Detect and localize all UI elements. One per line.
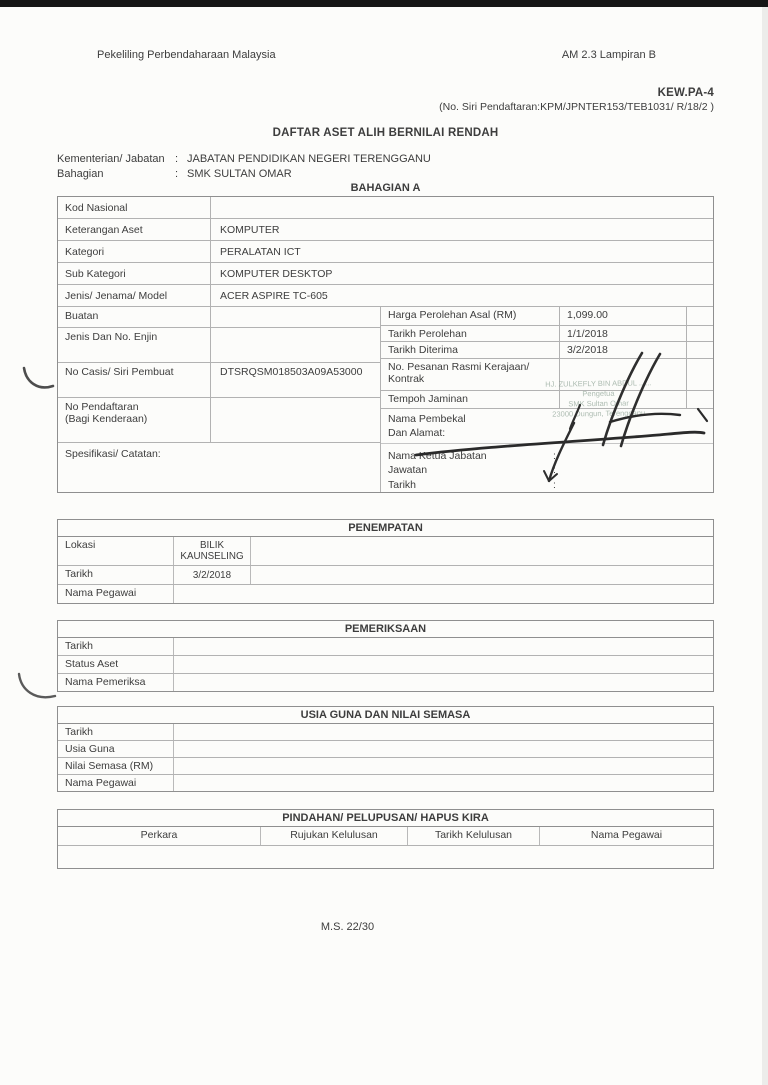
table-row — [58, 197, 713, 219]
document-title: DAFTAR ASET ALIH BERNILAI RENDAH — [272, 127, 499, 139]
empty-cell — [251, 537, 328, 565]
penempatan-section — [57, 519, 714, 604]
scan-top-edge — [0, 0, 768, 7]
empty-cell — [444, 741, 534, 757]
row-label: Harga Perolehan Asal (RM) — [381, 307, 560, 325]
empty-cell — [261, 846, 408, 868]
empty-cell — [636, 566, 713, 584]
colon: : — [175, 168, 179, 180]
row-label: Jawatan — [388, 464, 428, 477]
empty-cell — [174, 741, 264, 757]
empty-cell — [264, 775, 354, 791]
row-label: Kategori — [58, 241, 211, 262]
empty-cell — [405, 638, 482, 655]
table-row — [58, 363, 380, 398]
row-label: Tarikh — [388, 478, 417, 491]
row-label: Tarikh — [58, 638, 174, 655]
form-code: KEW.PA-4 — [657, 87, 714, 99]
empty-cell — [533, 741, 623, 757]
row-value: 1/1/2018 — [560, 326, 687, 341]
row-label: Jenis/ Jenama/ Model — [58, 285, 211, 306]
empty-cell — [405, 566, 482, 584]
right-subtable — [380, 307, 713, 492]
table-row — [58, 285, 713, 307]
empty-cell — [559, 674, 636, 691]
table-row — [58, 537, 713, 566]
empty-cell — [328, 585, 405, 603]
table-row — [381, 326, 713, 342]
table-header-row — [58, 827, 713, 846]
table-row — [381, 307, 713, 326]
empty-cell — [251, 585, 328, 603]
form-page — [0, 7, 768, 1085]
row-label: Usia Guna — [58, 741, 174, 757]
empty-cell — [559, 566, 636, 584]
row-value: KOMPUTER DESKTOP — [220, 267, 333, 280]
official-stamp — [501, 378, 697, 421]
meta-row-bahagian — [57, 167, 714, 182]
row-label: Nilai Semasa (RM) — [58, 758, 174, 774]
kementerian-label: Kementerian/ Jabatan — [57, 153, 165, 165]
header-right-text: AM 2.3 Lampiran B — [561, 49, 656, 61]
row-label: Tarikh — [58, 566, 174, 584]
bahagian-a-table — [57, 196, 714, 493]
ketua-block — [381, 444, 713, 493]
empty-cell — [405, 674, 482, 691]
kementerian-value: JABATAN PENDIDIKAN NEGERI TERENGGANU — [187, 153, 431, 165]
row-label — [58, 398, 211, 442]
row-value: 3/2/2018 — [174, 566, 251, 584]
empty-cell — [636, 638, 713, 655]
table-row — [58, 585, 713, 603]
table-row — [388, 478, 713, 493]
row-label-line2: (Bagi Kenderaan) — [65, 413, 148, 425]
bahagian-label: Bahagian — [57, 168, 104, 180]
empty-cell — [328, 674, 405, 691]
row-label: Nama Pegawai — [58, 775, 174, 791]
table-row — [58, 398, 380, 443]
row-value — [211, 398, 380, 442]
colon: : — [175, 153, 179, 165]
stamp-line: 23000 Dungun, Terengganu — [552, 408, 646, 419]
usia-guna-section — [57, 706, 714, 792]
table-row — [58, 724, 713, 741]
table-row — [58, 656, 713, 674]
stamp-line: SMK Sultan Omar — [568, 398, 629, 409]
row-label: Tarikh — [58, 724, 174, 740]
row-label: Nama Ketua Jabatan — [388, 449, 487, 462]
empty-cell — [482, 674, 559, 691]
empty-cell — [251, 638, 328, 655]
empty-cell — [623, 724, 713, 740]
page-number: M.S. 22/30 — [320, 921, 375, 933]
empty-cell — [328, 566, 405, 584]
empty-cell — [328, 537, 405, 565]
colon: : — [553, 464, 556, 477]
empty-cell — [533, 758, 623, 774]
spacer-cell — [687, 326, 713, 341]
row-label: Tarikh Diterima — [381, 342, 560, 357]
empty-cell — [174, 775, 264, 791]
left-subtable — [58, 307, 380, 492]
empty-cell — [623, 758, 713, 774]
pembekal-line1: Nama Pembekal — [388, 412, 466, 425]
stamp-line: Pengetua — [582, 388, 615, 399]
empty-cell — [623, 775, 713, 791]
empty-cell — [174, 585, 251, 603]
row-value — [211, 328, 380, 362]
row-label: Buatan — [58, 307, 211, 327]
empty-cell — [174, 656, 251, 673]
empty-cell — [408, 846, 540, 868]
page-header — [57, 7, 714, 61]
row-value: 3/2/2018 — [560, 342, 687, 357]
empty-cell — [354, 741, 444, 757]
empty-cell — [540, 846, 713, 868]
table-row — [58, 741, 713, 758]
row-label: Tarikh Perolehan — [381, 326, 560, 341]
spacer-cell — [687, 307, 713, 325]
empty-cell — [405, 585, 482, 603]
empty-cell — [444, 758, 534, 774]
spacer-cell — [687, 342, 713, 357]
section-title: PENEMPATAN — [58, 520, 713, 537]
pemeriksaan-section — [57, 620, 714, 692]
column-header: Tarikh Kelulusan — [408, 827, 540, 845]
row-label: Nama Pemeriksa — [58, 674, 174, 691]
empty-cell — [264, 758, 354, 774]
table-row — [381, 342, 713, 358]
meta-row-kementerian — [57, 152, 714, 167]
table-row — [58, 219, 713, 241]
header-left-text: Pekeliling Perbendaharaan Malaysia — [97, 49, 276, 61]
empty-cell — [559, 537, 636, 565]
column-header: Perkara — [58, 827, 261, 845]
row-label: No Casis/ Siri Pembuat — [58, 363, 211, 397]
table-row — [58, 674, 713, 691]
empty-cell — [533, 724, 623, 740]
row-value: ACER ASPIRE TC-605 — [220, 289, 328, 302]
empty-cell — [559, 638, 636, 655]
row-label-line1: No Pendaftaran — [65, 401, 139, 413]
empty-cell — [174, 724, 264, 740]
table-row — [58, 307, 380, 328]
meta-block — [57, 152, 714, 182]
row-label: Nama Pegawai — [58, 585, 174, 603]
table-row — [58, 263, 713, 285]
empty-cell — [354, 724, 444, 740]
empty-cell — [174, 638, 251, 655]
pen-mark-left-upper — [18, 360, 58, 396]
empty-cell — [328, 656, 405, 673]
empty-cell — [405, 537, 482, 565]
row-value: PERALATAN ICT — [220, 245, 301, 258]
table-row — [58, 758, 713, 775]
empty-cell — [636, 537, 713, 565]
empty-cell — [636, 674, 713, 691]
pindahan-section — [57, 809, 714, 869]
section-title: USIA GUNA DAN NILAI SEMASA — [58, 707, 713, 724]
empty-cell — [636, 585, 713, 603]
empty-cell — [533, 775, 623, 791]
empty-cell — [482, 585, 559, 603]
pen-mark-left-lower — [14, 668, 60, 706]
pembekal-line2: Dan Alamat: — [388, 426, 446, 439]
row-label: Status Aset — [58, 656, 174, 673]
row-value: KOMPUTER — [220, 223, 280, 236]
empty-cell — [251, 674, 328, 691]
empty-cell — [354, 775, 444, 791]
bahagian-value: SMK SULTAN OMAR — [187, 168, 292, 180]
empty-cell — [405, 656, 482, 673]
empty-cell — [559, 585, 636, 603]
empty-cell — [174, 758, 264, 774]
table-row — [388, 449, 713, 464]
spesifikasi-cell: Spesifikasi/ Catatan: — [65, 448, 161, 460]
row-label: Tempoh Jaminan — [381, 391, 560, 408]
row-label: Keterangan Aset — [58, 219, 211, 240]
table-row — [58, 328, 380, 363]
empty-cell — [251, 566, 328, 584]
row-value: 1,099.00 — [560, 307, 687, 325]
empty-cell — [482, 537, 559, 565]
row-label: No. Pesanan Rasmi Kerajaan/ Kontrak — [381, 359, 560, 390]
row-label: Kod Nasional — [58, 197, 211, 218]
row-label: Jenis Dan No. Enjin — [58, 328, 211, 362]
bahagian-a-split — [58, 307, 713, 492]
row-value: BILIK KAUNSELING — [174, 537, 251, 565]
section-title: PINDAHAN/ PELUPUSAN/ HAPUS KIRA — [58, 810, 713, 827]
table-row — [58, 775, 713, 791]
colon: : — [553, 478, 556, 491]
empty-cell — [482, 638, 559, 655]
empty-cell — [58, 846, 261, 868]
row-label: Lokasi — [58, 537, 174, 565]
colon: : — [553, 449, 556, 462]
table-row — [58, 638, 713, 656]
table-row — [388, 463, 713, 478]
empty-cell — [482, 656, 559, 673]
empty-cell — [444, 775, 534, 791]
form-content — [57, 7, 714, 933]
column-header: Rujukan Kelulusan — [261, 827, 408, 845]
section-title: PEMERIKSAAN — [58, 621, 713, 638]
empty-cell — [444, 724, 534, 740]
table-row — [58, 566, 713, 585]
empty-cell — [636, 656, 713, 673]
empty-cell — [482, 566, 559, 584]
empty-cell — [174, 674, 251, 691]
row-value: DTSRQSM018503A09A53000 — [220, 366, 363, 378]
empty-cell — [623, 741, 713, 757]
empty-cell — [354, 758, 444, 774]
bahagian-a-caption: BAHAGIAN A — [350, 182, 421, 194]
empty-cell — [264, 724, 354, 740]
table-row — [58, 241, 713, 263]
stamp-line: HJ. ZULKEFLY BIN ABDUL ...... — [545, 378, 652, 389]
empty-cell — [264, 741, 354, 757]
row-label: Sub Kategori — [58, 263, 211, 284]
empty-cell — [251, 656, 328, 673]
empty-cell — [328, 638, 405, 655]
empty-cell — [559, 656, 636, 673]
column-header: Nama Pegawai — [590, 829, 663, 841]
table-row — [58, 846, 713, 868]
row-value — [211, 307, 380, 327]
serial-number-line: (No. Siri Pendaftaran:KPM/JPNTER153/TEB1031/ R/18/2 ) — [439, 101, 714, 113]
